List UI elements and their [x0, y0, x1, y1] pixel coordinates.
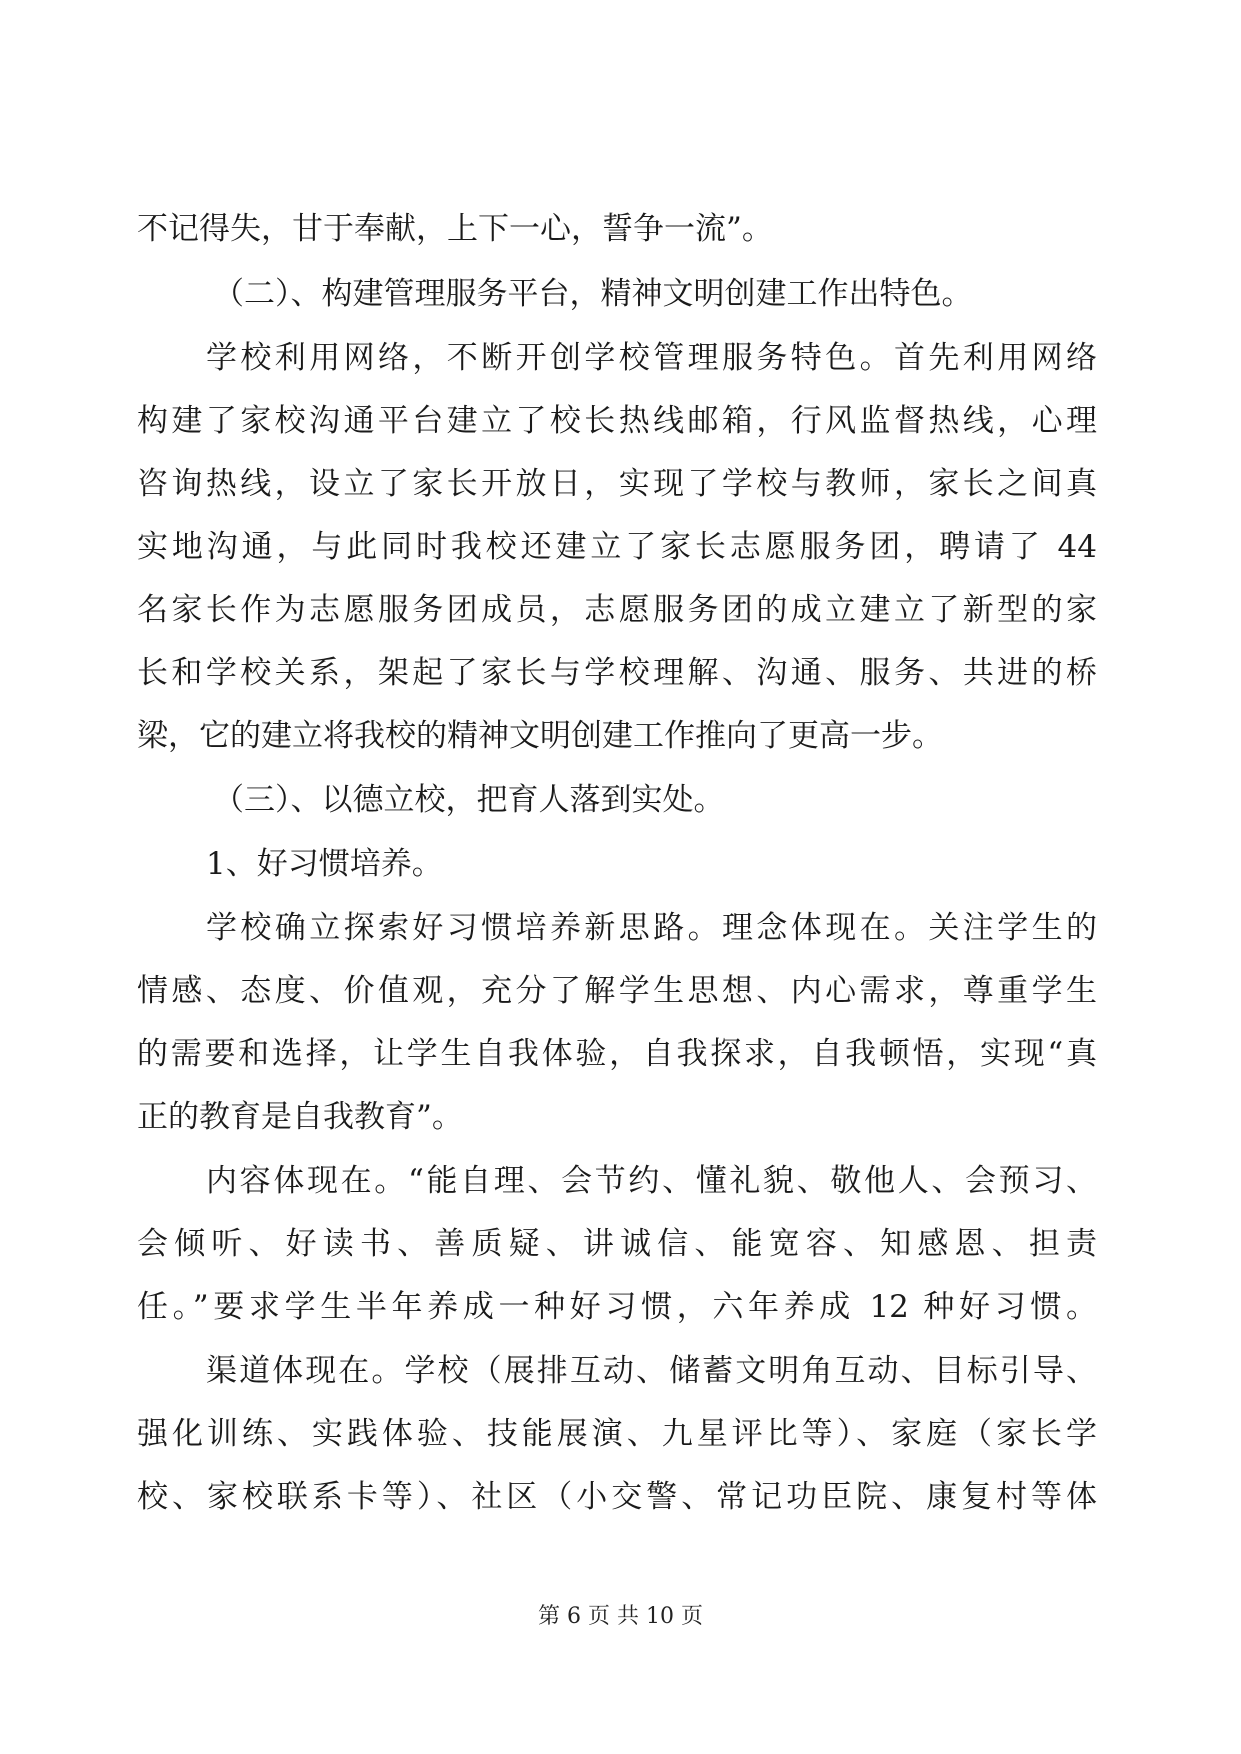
text-line: 会倾听、好读书、善质疑、讲诚信、能宽容、知感恩、担责 — [137, 1226, 1097, 1262]
text-line: 长和学校关系，架起了家长与学校理解、沟通、服务、共进的桥 — [137, 655, 1097, 691]
text-line: 的需要和选择，让学生自我体验，自我探求，自我顿悟，实现“真 — [137, 1036, 1097, 1072]
text-line: 强化训练、实践体验、技能展演、九星评比等）、家庭（家长学 — [137, 1416, 1097, 1452]
text-line: 学校利用网络，不断开创学校管理服务特色。首先利用网络 — [206, 340, 1097, 376]
text-line: 构建了家校沟通平台建立了校长热线邮箱，行风监督热线，心理 — [137, 403, 1097, 439]
text-line: 校、家校联系卡等）、社区（小交警、常记功臣院、康复村等体 — [137, 1479, 1097, 1515]
section-heading: （三）、以德立校，把育人落到实处。 — [213, 782, 725, 818]
text-line: 正的教育是自我教育”。 — [137, 1099, 463, 1135]
text-line: 任。”要求学生半年养成一种好习惯，六年养成 12 种好习惯。 — [137, 1289, 1097, 1325]
text-line: 内容体现在。“能自理、会节约、懂礼貌、敬他人、会预习、 — [206, 1163, 1097, 1199]
section-heading: （二）、构建管理服务平台，精神文明创建工作出特色。 — [213, 276, 973, 312]
text-line: 名家长作为志愿服务团成员，志愿服务团的成立建立了新型的家 — [137, 592, 1097, 628]
page-number-footer: 第 6 页 共 10 页 — [538, 1604, 703, 1629]
text-line: 渠道体现在。学校（展排互动、储蓄文明角互动、目标引导、 — [206, 1353, 1097, 1389]
text-line: 学校确立探索好习惯培养新思路。理念体现在。关注学生的 — [206, 910, 1097, 946]
text-line: 情感、态度、价值观，充分了解学生思想、内心需求，尊重学生 — [137, 973, 1097, 1009]
text-line: 梁，它的建立将我校的精神文明创建工作推向了更高一步。 — [137, 718, 943, 754]
text-line: 不记得失，甘于奉献，上下一心，誓争一流”。 — [137, 211, 773, 247]
text-line: 实地沟通，与此同时我校还建立了家长志愿服务团，聘请了 44 — [137, 529, 1097, 565]
subsection-heading: 1、好习惯培养。 — [206, 846, 443, 882]
text-line: 咨询热线，设立了家长开放日，实现了学校与教师，家长之间真 — [137, 466, 1097, 502]
